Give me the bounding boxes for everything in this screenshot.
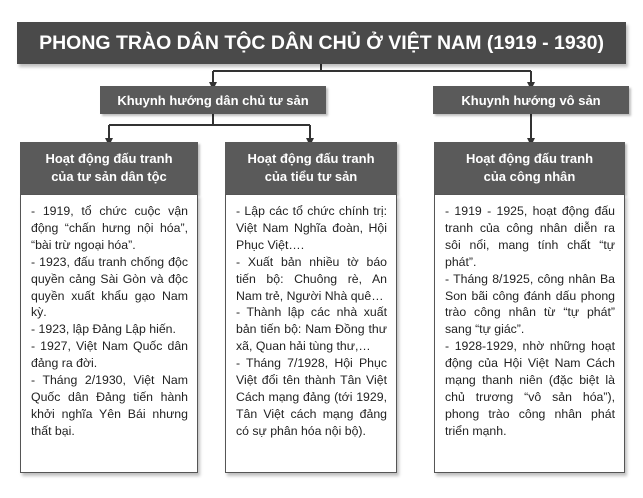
- list-item: - 1928-1929, nhờ những hoạt động của Hội Việt Nam Cách mạng thanh niên (đặc biệt là chủ trương “vô sản hóa”), phong trào công nhân phát triển mạnh.: [445, 339, 615, 438]
- column-heading-workers: [434, 142, 625, 194]
- list-item: - Thành lập các nhà xuất bản tiến bộ: Nam Đồng thư xã, Quan hải tùng thư,…: [236, 305, 387, 354]
- column-heading-line: của tư sản dân tộc: [51, 169, 167, 184]
- list-item: - 1923, đấu tranh chống độc quyền cảng Sài Gòn và độc quyền xuất khẩu gạo Nam kỳ.: [31, 254, 188, 320]
- column-heading-line: Hoạt động đấu tranh: [45, 151, 173, 166]
- column-body-workers: [434, 194, 625, 473]
- branch-proletarian: Khuynh hướng vô sản: [433, 86, 629, 114]
- branch-bourgeois-democratic: Khuynh hướng dân chủ tư sản: [100, 86, 326, 114]
- column-body-petty-bourgeoisie: [225, 194, 397, 473]
- list-item: - 1923, lập Đảng Lập hiến.: [31, 322, 176, 337]
- list-item: - 1919 - 1925, hoạt động đấu tranh của công nhân diễn ra sôi nổi, mang tính chất “tự phát”.: [445, 204, 615, 269]
- column-heading-line: của công nhân: [483, 169, 576, 184]
- list-item: - Tháng 7/1928, Hội Phục Việt đổi tên thành Tân Việt Cách mạng đảng (tới 1929, Tân Việt cách mạng đảng có sự phân hóa nội bộ).: [236, 356, 387, 438]
- list-item: - Tháng 8/1925, công nhân Ba Son bãi công đánh dấu phong trào công nhân từ “tự phát” sang “tự giác”.: [445, 271, 615, 337]
- column-heading-line: của tiểu tư sản: [264, 169, 358, 184]
- column-heading-national-bourgeoisie: [20, 142, 198, 194]
- diagram-title: PHONG TRÀO DÂN TỘC DÂN CHỦ Ở VIỆT NAM (1919 - 1930): [17, 22, 626, 64]
- list-item: - 1927, Việt Nam Quốc dân đảng ra đời.: [31, 339, 188, 371]
- column-body-national-bourgeoisie: [20, 194, 198, 473]
- list-item: - Lập các tổ chức chính trị: Việt Nam Nghĩa đoàn, Hội Phục Việt….: [236, 204, 387, 252]
- column-heading-line: Hoạt động đấu tranh: [465, 151, 594, 166]
- column-heading-line: Hoạt động đấu tranh: [247, 151, 375, 166]
- column-heading-petty-bourgeoisie: [225, 142, 397, 194]
- list-item: - 1919, tổ chức cuộc vận động “chấn hưng nội hóa”, “bài trừ ngoại hóa”.: [31, 204, 188, 252]
- list-item: - Tháng 2/1930, Việt Nam Quốc dân Đảng tiến hành khởi nghĩa Yên Bái nhưng thất bại.: [31, 373, 188, 438]
- list-item: - Xuất bản nhiều tờ báo tiến bộ: Chuông rè, An Nam trẻ, Người Nhà quê…: [236, 254, 387, 303]
